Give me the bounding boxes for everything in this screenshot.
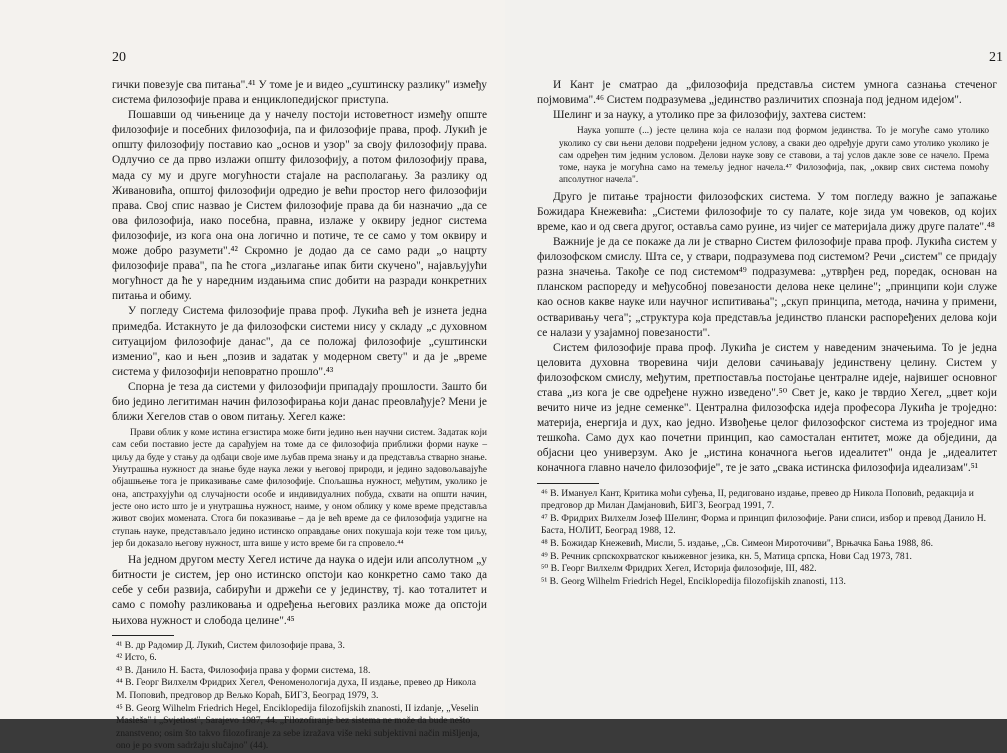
paragraph: И Кант је сматрао да „филозофија представља систем умнога сазнања стеченог појмовима".⁴⁶ Систем подразумева „јединство различитих спознаја под једном идејом". <box>537 79 997 107</box>
footnote: ⁵⁰ В. Георг Вилхелм Фридрих Хегел, Историја филозофије, III, 482. <box>541 563 817 575</box>
hegel-quote <box>112 427 487 550</box>
paragraph: Спорна је теза да системи у филозофији припадају прошлости. Зашто би био једино легитиман начин филозофирања који данас преовлађује? Мени је ближи Хегелов став о овом питању. Хегел каже: <box>112 380 487 424</box>
footnote: ⁵¹ В. Georg Wilhelm Friedrich Hegel, Enciklopedija filozofijskih znanosti, 113. <box>541 575 846 587</box>
paragraph: На једном другом месту Хегел истиче да наука о идеји или апсолутном „у битности је систем, јер оно истинско опстоји као конкретно само тако да себе у себи развија, сабирући и држећи се у јединству, тј. као тоталитет и само с помоћу разликовања и одређења његових разлика може да опстоји њихова нужност и слобода целине".⁴⁵ <box>112 554 487 627</box>
paragraph: Шелинг и за науку, а утолико пре за филозофију, захтева систем: <box>553 109 867 122</box>
right-body <box>537 78 1007 477</box>
footnote: ⁴⁹ В. Речник српскохрватског књижевног језика, кн. 5, Матица српска, Нови Сад 1973, 781. <box>541 550 912 562</box>
paragraph: Пошавши од чињенице да у начелу постоји истоветност између опште филозофије и посебних филозофија, па и филозофије права, проф. Лукић је општу филозофију поставио као „основ и узор" за своју филозофију права. Одлучио се да прво излажи општу филозофију, а потом филозофију права, мада су му и друге могућности стајале на располагању. За разлику од Живановића, општој филозофији одредио је већи простор него филозофији права. Свој спис назвао је Систем филозофије права да би назначио „да се ова филозофија, иако посебна, правна, излаже у оквиру једног система филозофије, из кога она она логично и потиче, те се само у том оквиру и може добро разумети".⁴² Скромно је додао да се само ради „о нацрту филозофије права", па ће стога „излагање ипак бити скучено", најављујући могућност да ће у наредним издањима спис добити на разради конкретних питања и обиму. <box>112 109 487 303</box>
paragraph: Друго је питање трајности филозофских система. У том погледу важно је запажање Божидара Кнежевића: „Системи филозофије то су палате, које зида ум човеков, од којих време, као и од свега другог, оставља само руине, из чијег се материјала дижу друге палате".⁴⁸ <box>537 190 997 233</box>
paragraph: Важније је да се покаже да ли је стварно Систем филозофије права проф. Лукића систем у филозофском смислу. Шта се, у ствари, подразумева под системом? Речи „систем" се придају разна значења. Такође се под системом⁴⁹ подразумева: „утврђен ред, поредак, основан на планском распореду и међусобној повезаности делова неке целине"; „принципи који служе као основ какве науке или научног испитивања"; „скуп принципа, метода, начина у примени, остваривању чега"; „структура која представља јединство плански распоређених делова који се налази у узајамној повезаности". <box>537 236 997 339</box>
quote-text: Наука уопште (...) јесте целина која се налази под формом јединства. То је могуће само утолико уколико су сви њени делови подређени једном услову, а сваки део одређује други само утолико уколико је сам одређен тим једним условом. Делови науке зову се ставови, а тај услов дакле зове се начело. Према томе, наука је могућна само на темељу једног начела.⁴⁷ Филозофија, пак, „оквир свих система помоћу апсолутног начела". <box>559 126 989 186</box>
page-number-right: 21 <box>989 50 1003 65</box>
quote-text: Прави облик у коме истина егзистира може бити једино њен научни систем. Задатак који сам себи поставио јесте да сарађујем на томе да се филозофија приближи форми науке – циљу да буде у стању да одбаци своје име љубав према знању и да представља стварно знање. Унутрашња нужност да знање буде наука лежи у његовој природи, и једино задовољавајуће објашњење тога је приказивање саме филозофије. Спољашња нужност, међутим, уколико је она, апстрахујући од случајности особе и индивидуалних побуда, схвати на општи начин, јесте оно исто што је и унутрашња нужност, наиме, у оном облику у коме време представља живот својих момената. Стога би показивање – да је већ време да се филозофија уздигне на ступањ науке, представљало једино истинско оправдање оних покушаја који теже том циљу, јер би доказало његову нужност, шта више у исто време би га спровело.⁴⁴ <box>112 428 487 549</box>
footnote: ⁴³ В. Данило Н. Баста, Филозофија права у форми система, 18. <box>116 664 371 676</box>
paragraph: Систем филозофије права проф. Лукића је систем у наведеним значењима. То је једна целовита духовна творевина чији делови сачињавају јединствену целину. Систем у филозофском смислу, међутим, претпоставља постојање централне идеје, највишег основног става „из кога је све одређене нужно изведено".⁵⁰ Свет је, како је тврдио Хегел, „цвет који вечито ниче из једне семенке". Централна филозофска идеја професора Лукића је троједно: материја, енергија и дух, као једно. Извођење целог филозофског система из троједног има тешкоћа. Само дух као почетни принцип, као самосталан ентитет, може да обједини, да објасни цео универзум. Ако је „истина коначнога његов идеалитет" онда је „идеалитет коначнога главно начело филозофије", те је зато „свака истинска филозофија идеализам".⁵¹ <box>537 341 997 475</box>
footnote: ⁴⁵ В. Georg Wilhelm Friedrich Hegel, Enciklopedija filozofijskih znanosti, II izdanje, „Veselin Masleša" i „Svjetlost", Sarajevo 1987, 44. „Filozofiranje bez sistema ne može da bude nešto znanstveno; osim što takvo filozofiranje za sebe izražava više neki subjektivni način mišljenja, ono je po svom sadržaju slučajno" (44). <box>116 702 480 752</box>
footnote: ⁴⁸ В. Божидар Кнежевић, Мисли, 5. издање, „Св. Симеон Мироточиви", Врњачка Бања 1988, 86. <box>541 537 933 549</box>
footnote: ⁴⁶ В. Имануел Кант, Критика моћи суђења, II, редиговано издање, превео др Никола Поповић, редакција и предговор др Милан Дамјановић, БИГЗ, Београд 1991, 7. <box>541 487 974 512</box>
footnote: ⁴⁷ В. Фридрих Вилхелм Јозеф Шелинг, Форма и принцип филозофије. Рани списи, избор и превод Данило Н. Баста, НОЛИТ, Београд 1988, 12. <box>541 512 987 537</box>
page-number-left: 20 <box>112 50 126 65</box>
footnote: ⁴¹ В. др Радомир Д. Лукић, Систем филозофије права, 3. <box>116 639 345 651</box>
footnote: ⁴⁴ В. Георг Вилхелм Фридрих Хегел, Феноменологија духа, II издање, превео др Никола М. Поповић, предговор др Вељко Кораћ, БИГЗ, Београд 1979, 3. <box>116 677 476 701</box>
footnote-divider <box>537 483 599 484</box>
left-footnotes <box>112 635 487 753</box>
left-body <box>112 78 487 629</box>
right-footnotes <box>537 483 1007 589</box>
footnote-divider <box>112 635 174 636</box>
right-page <box>505 0 1007 719</box>
paragraph: гички повезује сва питања".⁴¹ У томе је и видео „суштинску разлику" између система филозофије права и енциклопедијског приступа. <box>112 79 487 107</box>
footnote: ⁴² Исто, 6. <box>116 652 157 664</box>
schelling-quote <box>537 125 997 186</box>
paragraph: У погледу Система филозофије права проф. Лукића већ је изнета једна примедба. Истакнуто је да филозофски системи нису у складу „с духовном ситуацијом филозофије данас", да се положај филозофије „суштински изменио", као и њен „позив и задатак у модерном свету" и да је „време система у филозофији неповратно прошло".⁴³ <box>112 305 487 378</box>
